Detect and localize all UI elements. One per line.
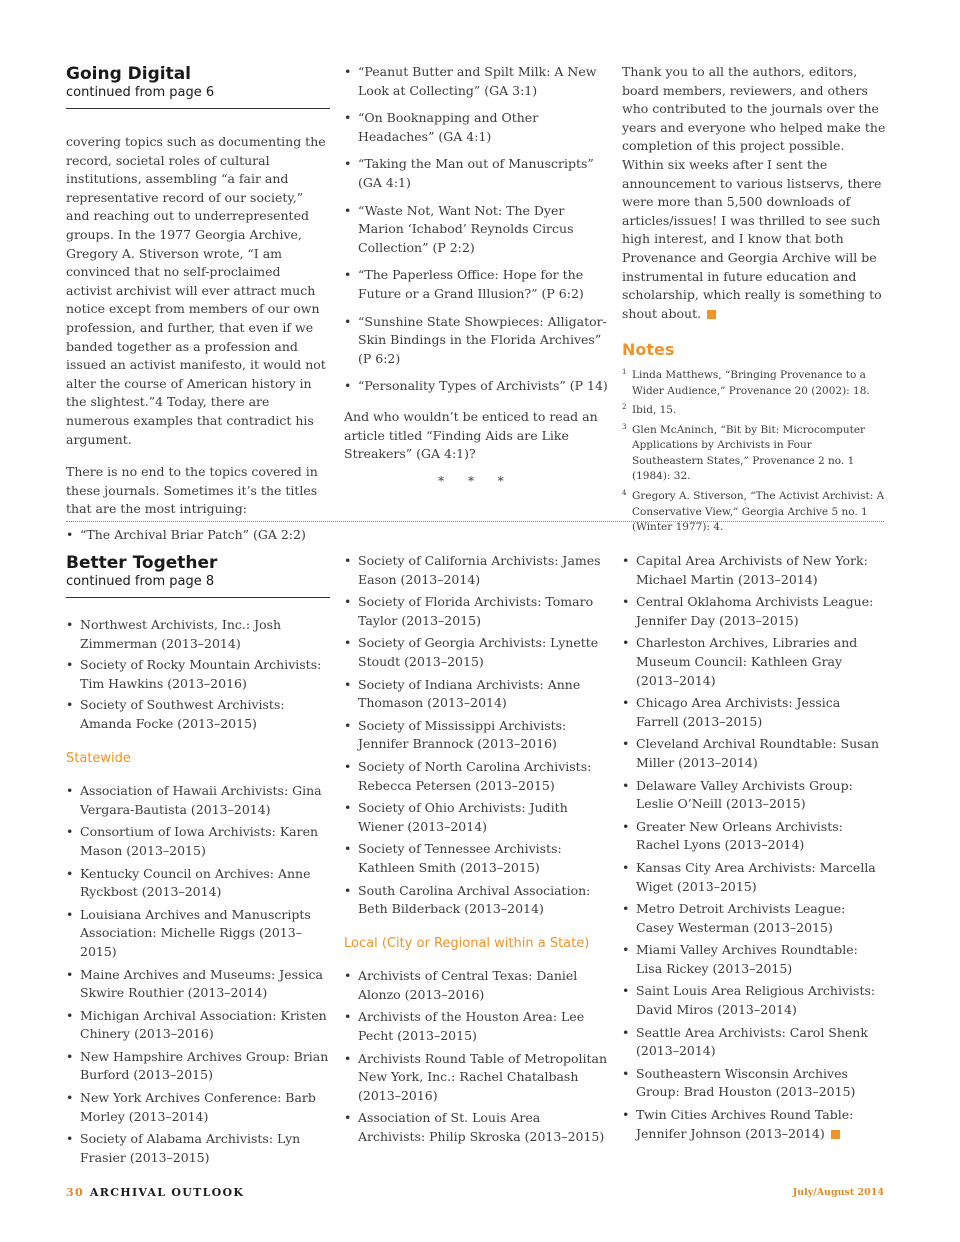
going-digital-para4-text: Thank you to all the authors, editors, board members, reviewers, and others who contributed to the journals over the years and everyone who helped make the completion of this project possible. Within six weeks after I sent the announcement to various listservs, there were more than 5,500 downloads of articles/issues! I was thrilled to see such high interest, and I know that both Provenance and Georgia Archive will be instrumental in future education and scholarship, which really is something to shout about. bbox=[622, 64, 886, 321]
note-number: 1 bbox=[622, 367, 627, 376]
list-item: • Society of North Carolina Archivists: Rebecca Petersen (2013–2015) bbox=[344, 758, 608, 795]
section-divider bbox=[66, 521, 884, 522]
list-item: • “The Archival Briar Patch” (GA 2:2) bbox=[66, 526, 330, 545]
list-item: • Society of Indiana Archivists: Anne Thomason (2013–2014) bbox=[344, 676, 608, 713]
local-list-cont bbox=[622, 552, 886, 1143]
note-item bbox=[622, 423, 886, 485]
list-item: • Consortium of Iowa Archivists: Karen Mason (2013–2015) bbox=[66, 823, 330, 860]
note-number: 4 bbox=[622, 489, 627, 498]
list-item: • Society of Florida Archivists: Tomaro Taylor (2013–2015) bbox=[344, 593, 608, 630]
regional-list bbox=[66, 616, 330, 734]
list-item: • New York Archives Conference: Barb Morley (2013–2014) bbox=[66, 1089, 330, 1126]
going-digital-para4 bbox=[622, 63, 886, 323]
footer-left bbox=[66, 1186, 244, 1199]
list-item: • South Carolina Archival Association: Beth Bilderback (2013–2014) bbox=[344, 882, 608, 919]
list-item: • Louisiana Archives and Manuscripts Association: Michelle Riggs (2013–2015) bbox=[66, 906, 330, 962]
statewide-list bbox=[66, 782, 330, 1167]
list-item: • Society of Tennessee Archivists: Kathleen Smith (2013–2015) bbox=[344, 840, 608, 877]
list-item: • Archivists of the Houston Area: Lee Pecht (2013–2015) bbox=[344, 1008, 608, 1045]
list-item: • Society of California Archivists: James Eason (2013–2014) bbox=[344, 552, 608, 589]
going-digital-col1 bbox=[66, 64, 330, 544]
going-digital-subtitle: continued from page 6 bbox=[66, 85, 215, 100]
local-label: Local (City or Regional within a State) bbox=[344, 935, 590, 951]
going-digital-title: Going Digital bbox=[66, 64, 192, 84]
better-together-col1 bbox=[66, 553, 330, 1167]
issue-date: July/August 2014 bbox=[792, 1187, 884, 1198]
section-break-stars: * * * bbox=[438, 473, 514, 488]
list-item-text: Twin Cities Archives Round Table: Jennifer Johnson (2013–2014) bbox=[636, 1107, 854, 1141]
going-digital-para1: covering topics such as documenting the record, societal roles of cultural institutions, assembling “a fair and representative record of our society,” and reaching out to underrepresented groups. In the 1977 Georgia Archive, Gregory A. Stiverson wrote, “I am convinced that no self-proclaimed activist archivist will ever attract much notice except from members of our own profession, and further, that even if we banded together as a profession and issued an activist manifesto, it would not alter the course of American history in the slightest.”4 Today, there are numerous examples that contradict his argument. bbox=[66, 134, 326, 447]
list-item: • Charleston Archives, Libraries and Museum Council: Kathleen Gray (2013–2014) bbox=[622, 634, 886, 690]
list-item: • Seattle Area Archivists: Carol Shenk (2013–2014) bbox=[622, 1024, 886, 1061]
list-item: • Central Oklahoma Archivists League: Jennifer Day (2013–2015) bbox=[622, 593, 886, 630]
list-item: • “Waste Not, Want Not: The Dyer Marion ‘Ichabod’ Reynolds Circus Collection” (P 2:2) bbox=[344, 202, 608, 258]
list-item: • “Sunshine State Showpieces: Alligator-Skin Bindings in the Florida Archives” (P 6:2) bbox=[344, 313, 608, 369]
notes-list bbox=[622, 368, 886, 536]
note-text: Ibid, 15. bbox=[632, 404, 677, 417]
better-together-rule bbox=[66, 597, 330, 598]
list-item: • Maine Archives and Museums: Jessica Skwire Routhier (2013–2014) bbox=[66, 966, 330, 1003]
list-item: • “Personality Types of Archivists” (P 14) bbox=[344, 377, 608, 396]
list-item: • Kentucky Council on Archives: Anne Ryckbost (2013–2014) bbox=[66, 865, 330, 902]
statewide-label: Statewide bbox=[66, 750, 131, 766]
list-item: • “On Booknapping and Other Headaches” (GA 4:1) bbox=[344, 109, 608, 146]
list-item: • Chicago Area Archivists: Jessica Farrell (2013–2015) bbox=[622, 694, 886, 731]
list-item: • Society of Southwest Archivists: Amanda Focke (2013–2015) bbox=[66, 696, 330, 733]
statewide-list-cont bbox=[344, 552, 608, 919]
going-digital-bullets-col2 bbox=[344, 63, 608, 396]
list-item: • “The Paperless Office: Hope for the Future or a Grand Illusion?” (P 6:2) bbox=[344, 266, 608, 303]
list-item: • Michigan Archival Association: Kristen Chinery (2013–2016) bbox=[66, 1007, 330, 1044]
better-together-col3 bbox=[622, 552, 886, 1143]
list-item: • Saint Louis Area Religious Archivists: David Miros (2013–2014) bbox=[622, 982, 886, 1019]
list-item: • New Hampshire Archives Group: Brian Burford (2013–2015) bbox=[66, 1048, 330, 1085]
going-digital-para2: There is no end to the topics covered in these journals. Sometimes it’s the titles that are the most intriguing: bbox=[66, 464, 318, 517]
list-item: • Metro Detroit Archivists League: Casey Westerman (2013–2015) bbox=[622, 900, 886, 937]
going-digital-rule bbox=[66, 108, 330, 109]
end-mark-icon bbox=[831, 1130, 840, 1139]
list-item: • Northwest Archivists, Inc.: Josh Zimmerman (2013–2014) bbox=[66, 616, 330, 653]
better-together-subtitle: continued from page 8 bbox=[66, 574, 215, 589]
going-digital-para3: And who wouldn’t be enticed to read an article titled “Finding Aids are Like Streakers” (GA 4:1)? bbox=[344, 408, 598, 462]
better-together-title: Better Together bbox=[66, 553, 218, 573]
note-text: Gregory A. Stiverson, “The Activist Archivist: A Conservative View,” Georgia Archive 5 no. 1 (Winter 1977): 4. bbox=[632, 490, 885, 534]
list-item: • Capital Area Archivists of New York: Michael Martin (2013–2014) bbox=[622, 552, 886, 589]
list-item: • Cleveland Archival Roundtable: Susan Miller (2013–2014) bbox=[622, 735, 886, 772]
list-item: • Society of Rocky Mountain Archivists: Tim Hawkins (2013–2016) bbox=[66, 656, 330, 693]
list-item: • Kansas City Area Archivists: Marcella Wiget (2013–2015) bbox=[622, 859, 886, 896]
list-item: • “Taking the Man out of Manuscripts” (GA 4:1) bbox=[344, 155, 608, 192]
list-item: • Association of Hawaii Archivists: Gina Vergara-Bautista (2013–2014) bbox=[66, 782, 330, 819]
magazine-title: ARCHIVAL OUTLOOK bbox=[89, 1186, 245, 1199]
note-item bbox=[622, 368, 886, 399]
note-text: Linda Matthews, “Bringing Provenance to a Wider Audience,” Provenance 20 (2002): 18. bbox=[632, 368, 870, 397]
list-item: • Archivists of Central Texas: Daniel Alonzo (2013–2016) bbox=[344, 967, 608, 1004]
note-text: Glen McAninch, “Bit by Bit: Microcomputer Applications by Archivists in Four Southeastern States,” Provenance 2 no. 1 (1984): 32. bbox=[632, 423, 866, 483]
list-item: • Miami Valley Archives Roundtable: Lisa Rickey (2013–2015) bbox=[622, 941, 886, 978]
list-item: • Greater New Orleans Archivists: Rachel Lyons (2013–2014) bbox=[622, 818, 886, 855]
list-item: • Association of St. Louis Area Archivists: Philip Skroska (2013–2015) bbox=[344, 1109, 608, 1146]
list-item: • Society of Alabama Archivists: Lyn Frasier (2013–2015) bbox=[66, 1130, 330, 1167]
list-item: • Delaware Valley Archivists Group: Leslie O’Neill (2013–2015) bbox=[622, 777, 886, 814]
list-item: • Southeastern Wisconsin Archives Group: Brad Houston (2013–2015) bbox=[622, 1065, 886, 1102]
going-digital-bullets-col1 bbox=[66, 526, 330, 545]
list-item bbox=[622, 1106, 886, 1143]
local-list bbox=[344, 967, 608, 1146]
going-digital-col3 bbox=[622, 63, 886, 540]
better-together-col2 bbox=[344, 552, 608, 1147]
list-item: • “Peanut Butter and Spilt Milk: A New Look at Collecting” (GA 3:1) bbox=[344, 63, 608, 100]
end-mark-icon bbox=[707, 310, 716, 319]
list-item: • Society of Mississippi Archivists: Jennifer Brannock (2013–2016) bbox=[344, 717, 608, 754]
note-item bbox=[622, 489, 886, 536]
list-item: • Society of Ohio Archivists: Judith Wiener (2013–2014) bbox=[344, 799, 608, 836]
going-digital-col2 bbox=[344, 63, 608, 490]
notes-title: Notes bbox=[622, 340, 675, 360]
note-item bbox=[622, 403, 886, 419]
list-item: • Archivists Round Table of Metropolitan New York, Inc.: Rachel Chatalbash (2013–2016) bbox=[344, 1050, 608, 1106]
note-number: 2 bbox=[622, 403, 627, 412]
page-number: 30 bbox=[66, 1186, 84, 1199]
note-number: 3 bbox=[622, 422, 627, 431]
list-item: • Society of Georgia Archivists: Lynette Stoudt (2013–2015) bbox=[344, 634, 608, 671]
